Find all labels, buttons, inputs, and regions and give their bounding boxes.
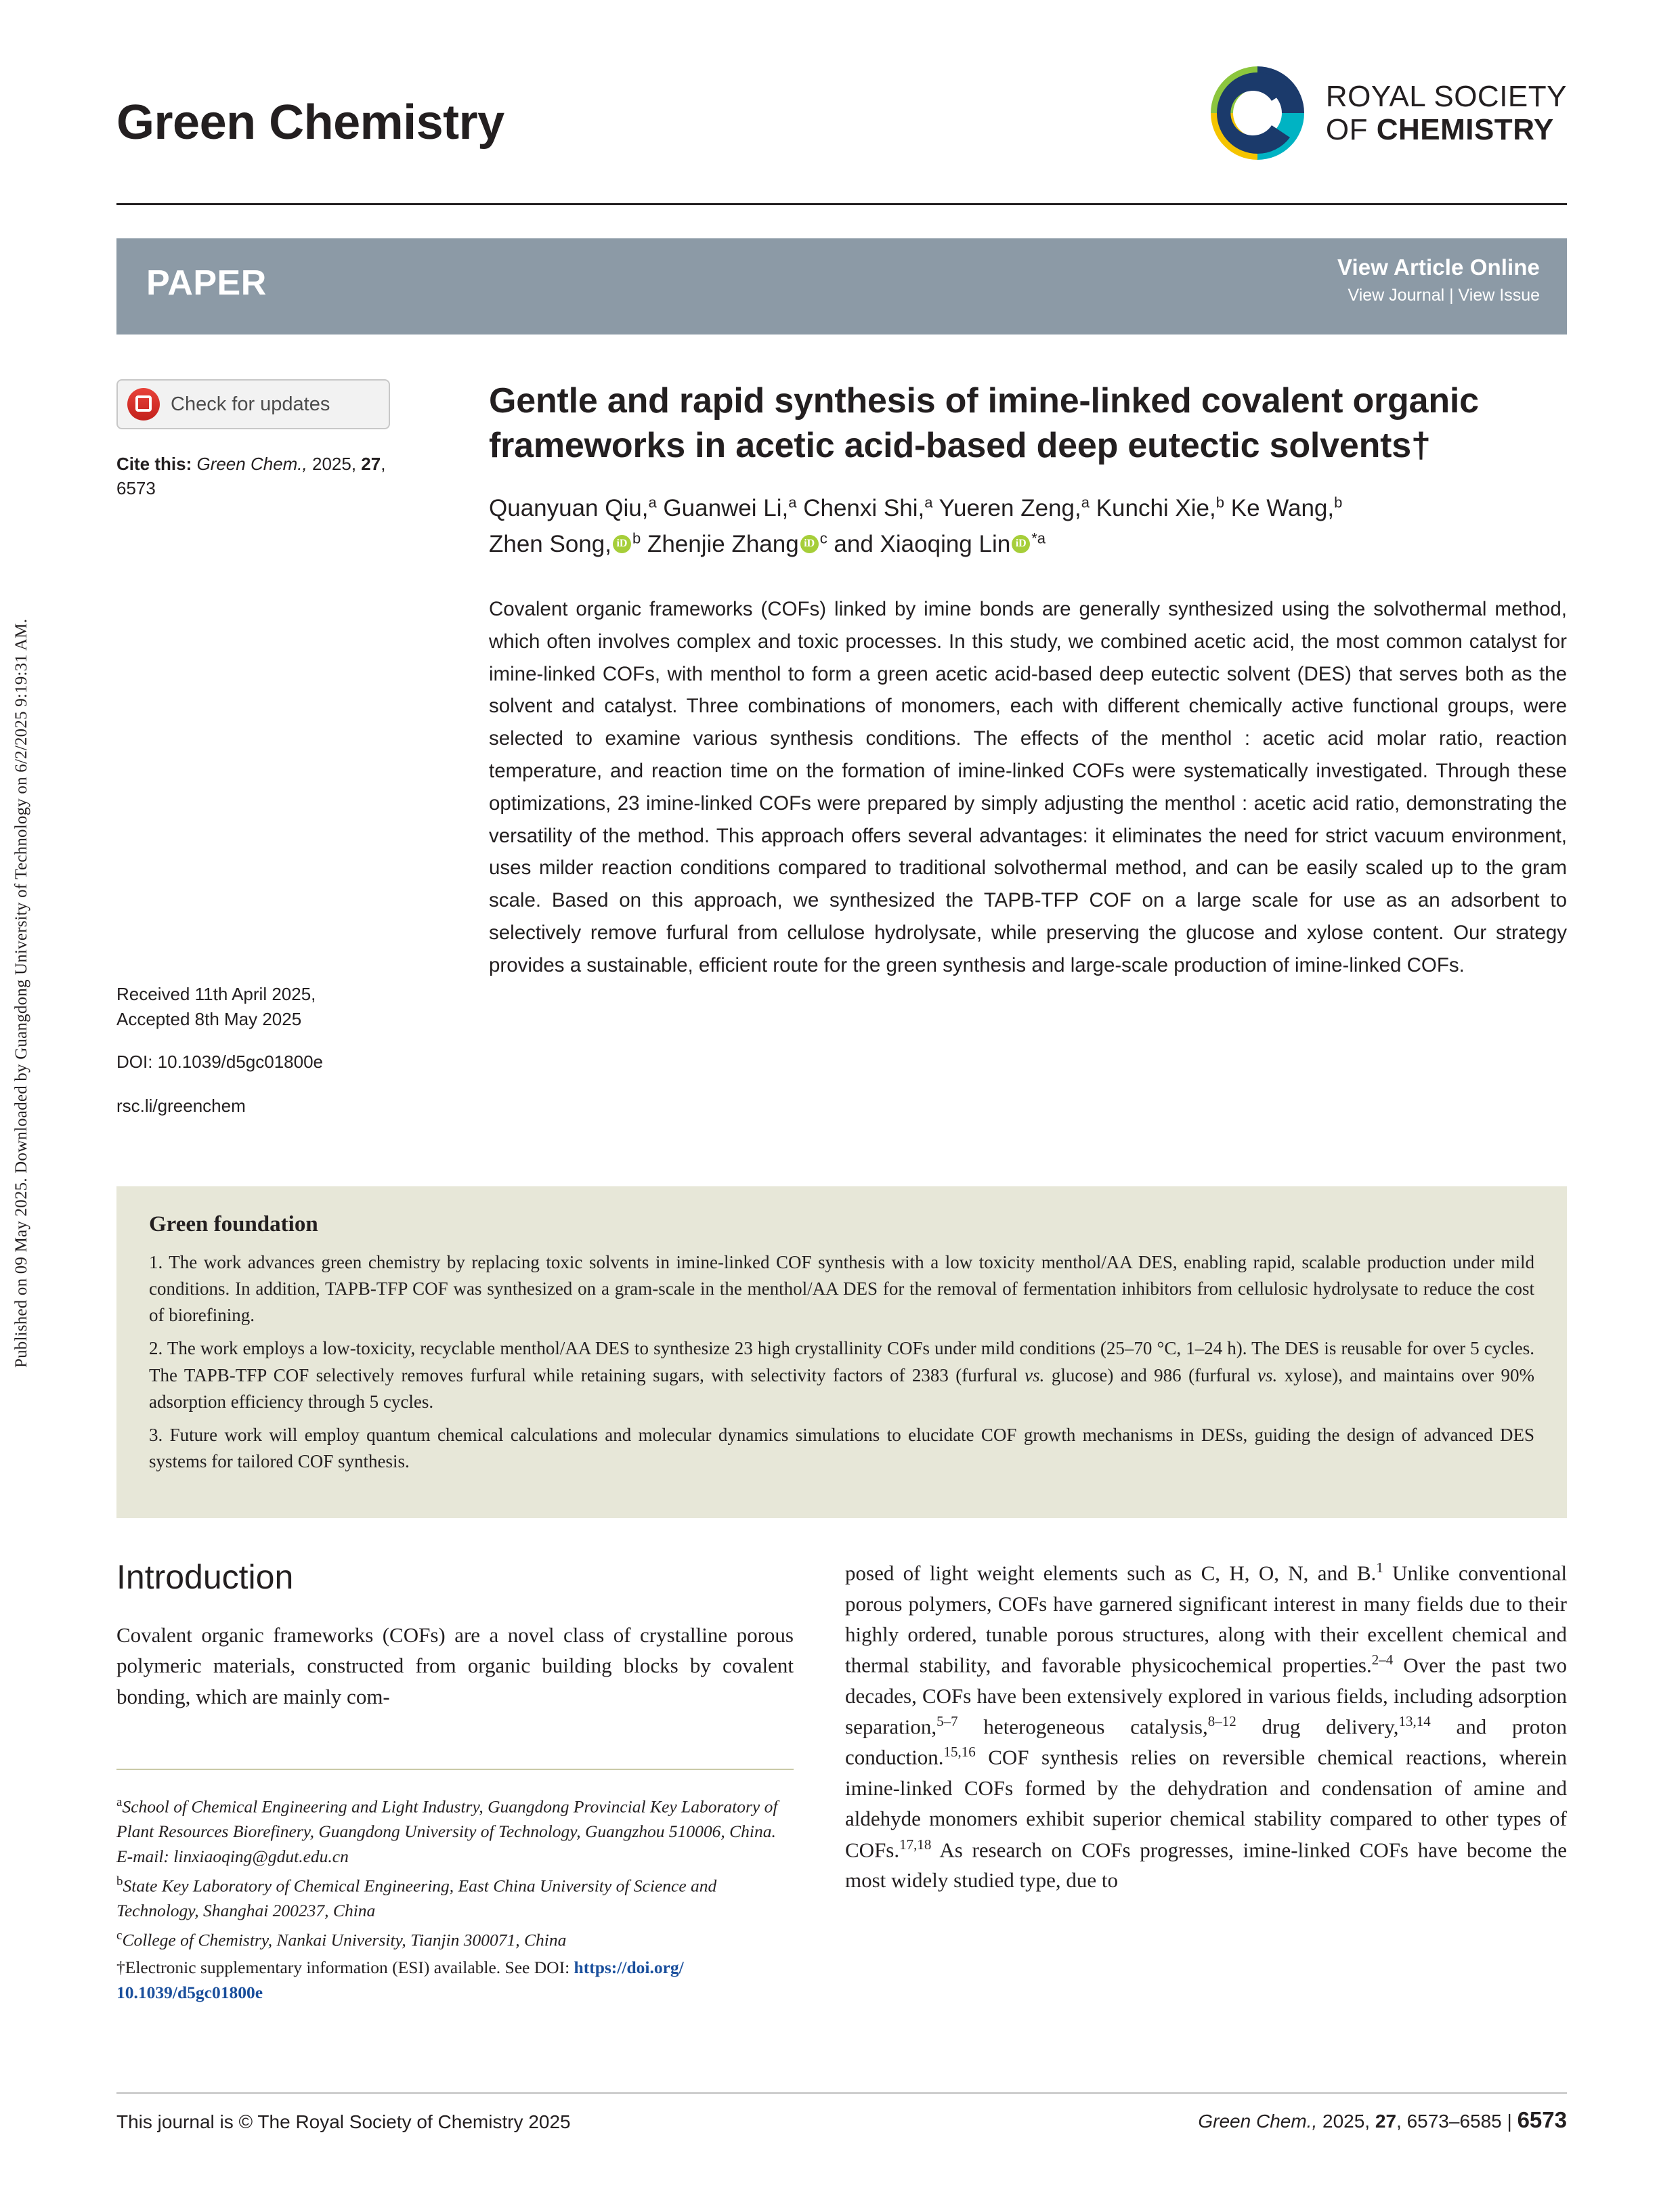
view-article-online[interactable] xyxy=(1337,255,1540,305)
ref-3: 5–7 xyxy=(936,1712,958,1729)
accepted-date: Accepted 8th May 2025 xyxy=(116,1008,302,1029)
green-foundation-item-2 xyxy=(149,1335,1534,1415)
paper-type-label: PAPER xyxy=(146,263,267,303)
footer-citation xyxy=(1198,2107,1567,2133)
crossmark-icon xyxy=(127,388,160,420)
affiliation-a-marker: a xyxy=(116,1795,123,1809)
masthead xyxy=(116,54,1567,183)
cite-pages: 6573 xyxy=(116,477,156,498)
rsc-wordmark-line2 xyxy=(1326,113,1567,146)
rp-5: drug delivery, xyxy=(1236,1714,1399,1739)
author-1-aff: a xyxy=(648,494,657,511)
body-column-right xyxy=(845,1557,1567,1895)
cite-volume: 27 xyxy=(361,454,381,474)
journal-url[interactable]: rsc.li/greenchem xyxy=(116,1095,246,1116)
author-4: Yueren Zeng, xyxy=(932,495,1081,522)
affiliations-footnotes xyxy=(116,1793,794,2005)
ref-6: 15,16 xyxy=(943,1744,976,1761)
affiliation-c-text: College of Chemistry, Nankai University, Tianjin 300071, China xyxy=(122,1930,567,1950)
affiliation-a xyxy=(116,1793,794,1870)
author-7: Zhen Song, xyxy=(489,530,611,557)
author-2: Guanwei Li, xyxy=(656,495,789,522)
check-for-updates-button[interactable] xyxy=(116,379,390,429)
affiliation-a-text: School of Chemical Engineering and Light Industry, Guangdong Provincial Key Laboratory of Plant Resources Biorefinery, Guangdong University of Technology, Guangzhou 510006, China. E-mail: linxiaoqing@gdut.edu.cn xyxy=(116,1796,778,1866)
author-3: Chenxi Shi, xyxy=(796,495,925,522)
author-9-aff: *a xyxy=(1031,529,1046,546)
affiliation-b-text: State Key Laboratory of Chemical Engineering, East China University of Science and Technology, Shanghai 200237, China xyxy=(116,1876,717,1920)
gf2-vs-2: vs. xyxy=(1257,1364,1278,1385)
cite-year: 2025, xyxy=(307,454,362,474)
ref-2: 2–4 xyxy=(1371,1652,1394,1668)
orcid-icon[interactable] xyxy=(1012,535,1030,553)
left-meta-column xyxy=(116,379,448,501)
view-journal-issue-links[interactable]: View Journal | View Issue xyxy=(1348,286,1540,305)
green-foundation-heading: Green foundation xyxy=(149,1212,318,1236)
rsc-chemistry: CHEMISTRY xyxy=(1376,113,1554,146)
author-7-aff: b xyxy=(632,529,641,546)
author-3-aff: a xyxy=(924,494,933,511)
author-4-aff: a xyxy=(1081,494,1090,511)
affiliation-c xyxy=(116,1926,794,1953)
author-list xyxy=(489,491,1567,562)
gf2-mid: glucose) and 986 (furfural xyxy=(1044,1364,1257,1385)
gf2-post: xylose), and maintains over 90% adsorption efficiency through 5 cycles. xyxy=(149,1364,1534,1412)
green-foundation-box xyxy=(116,1186,1567,1518)
author-1: Quanyuan Qiu, xyxy=(489,495,649,522)
author-8-aff: c xyxy=(819,529,827,546)
gf2-pre: 2. The work employs a low-toxicity, recyclable menthol/AA DES to synthesize 23 high crystallinity COFs under mild conditions (25–70 °C, 1–24 h). The DES is reusable for over 5 cycles. The TAPB-TFP COF selectively removes furfural while retaining sugars, with selectivity factors of 2383 (furfural xyxy=(149,1338,1534,1385)
esi-doi-link-part2[interactable]: 10.1039/d5gc01800e xyxy=(116,1982,263,2002)
doi-line: DOI: 10.1039/d5gc01800e xyxy=(116,1051,324,1072)
author-6: Ke Wang, xyxy=(1224,495,1335,522)
footer-year: 2025, xyxy=(1317,2111,1375,2132)
author-9: and Xiaoqing Lin xyxy=(827,530,1011,557)
download-stamp: Published on 09 May 2025. Downloaded by Guangdong University of Technology on 6/2/2025 9:19:31 AM. xyxy=(12,618,30,1368)
rsc-logo-icon xyxy=(1207,62,1308,164)
header-divider xyxy=(116,203,1567,205)
affiliation-b-marker: b xyxy=(116,1874,123,1889)
ref-7: 17,18 xyxy=(899,1836,932,1853)
rp-8: As research on COFs progresses, imine-linked COFs have become the most widely studied type, due to xyxy=(845,1837,1567,1893)
page-title: Gentle and rapid synthesis of imine-linked covalent organic frameworks in acetic acid-based deep eutectic solvents† xyxy=(489,381,1479,465)
author-2-aff: a xyxy=(788,494,797,511)
affiliation-b xyxy=(116,1872,794,1924)
ref-4: 8–12 xyxy=(1207,1712,1236,1729)
rsc-wordmark xyxy=(1326,80,1567,147)
page-number: 6573 xyxy=(1517,2107,1567,2132)
orcid-icon[interactable] xyxy=(613,535,631,553)
rsc-wordmark-line1: ROYAL SOCIETY xyxy=(1325,79,1567,113)
rp-6: and proton conduction. xyxy=(845,1714,1567,1769)
section-heading-introduction: Introduction xyxy=(116,1558,294,1596)
intro-paragraph-left: Covalent organic frameworks (COFs) are a novel class of crystalline porous polymeric materials, constructed from organic building blocks by covalent bonding, which are mainly com- xyxy=(116,1623,794,1708)
cite-journal: Green Chem., xyxy=(196,454,307,474)
author-6-aff: b xyxy=(1334,494,1343,511)
footer-volume: 27 xyxy=(1375,2111,1397,2132)
rp-7: COF synthesis relies on reversible chemical reactions, wherein imine-linked COFs formed by the dehydration and condensation of amine and aldehyde monomers exhibit superior chemical stability compared to other types of COFs. xyxy=(845,1745,1567,1861)
author-8: Zhenjie Zhang xyxy=(641,530,799,557)
rsc-logo xyxy=(1207,62,1567,164)
affiliation-c-marker: c xyxy=(116,1928,123,1943)
check-for-updates-label: Check for updates xyxy=(171,393,330,415)
ref-1: 1 xyxy=(1376,1559,1383,1576)
esi-dagger: † xyxy=(116,1957,125,1977)
esi-footnote xyxy=(116,1956,794,2005)
article-header xyxy=(489,379,1567,981)
green-foundation-item-3: 3. Future work will employ quantum chemical calculations and molecular dynamics simulations to elucidate COF growth mechanisms in DESs, guiding the design of advanced DES systems for tailored COF synthesis. xyxy=(149,1424,1534,1471)
intro-paragraph-right xyxy=(845,1557,1567,1895)
body-column-left xyxy=(116,1557,794,1712)
esi-text: Electronic supplementary information (ESI) available. See DOI: xyxy=(125,1957,574,1977)
copyright-line: This journal is © The Royal Society of Chemistry 2025 xyxy=(116,2111,571,2132)
received-date: Received 11th April 2025, xyxy=(116,984,316,1004)
dates-block xyxy=(116,982,455,1119)
paper-type-bar xyxy=(116,238,1567,335)
rp-1: posed of light weight elements such as C, H, O, N, and B. xyxy=(845,1561,1377,1585)
rp-2: Unlike conventional porous polymers, COFs have garnered significant interest in many fields due to their highly ordered, tunable porous structures, along with their excellent chemical and thermal stability, and favorable physicochemical properties. xyxy=(845,1561,1567,1677)
author-5-aff: b xyxy=(1215,494,1224,511)
ref-5: 13,14 xyxy=(1398,1712,1431,1729)
footer-divider xyxy=(116,2092,1567,2094)
footer-journal: Green Chem., xyxy=(1198,2111,1318,2132)
view-article-online-label[interactable]: View Article Online xyxy=(1337,255,1540,280)
journal-title: Green Chemistry xyxy=(116,95,504,150)
footer-pages: , 6573–6585 | xyxy=(1396,2111,1512,2132)
author-5: Kunchi Xie, xyxy=(1089,495,1216,522)
esi-doi-link-part1[interactable]: https://doi.org/ xyxy=(574,1957,684,1977)
gf2-vs-1: vs. xyxy=(1025,1364,1045,1385)
rsc-of: OF xyxy=(1325,113,1377,146)
citation-block: Cite this: Green Chem., 2025, 27, 6573 xyxy=(116,454,386,498)
green-foundation-item-1: 1. The work advances green chemistry by replacing toxic solvents in imine-linked COF synthesis with a low toxicity menthol/AA DES, enabling rapid, scalable production under mild conditions. In addition, TAPB-TFP COF was synthesized on a gram-scale in the menthol/AA DES for the removal of fermentation inhibitors from cellulosic hydrolysate to reduce the cost of biorefining. xyxy=(149,1252,1534,1326)
cite-label: Cite this: xyxy=(116,454,192,474)
abstract-text: Covalent organic frameworks (COFs) linked by imine bonds are generally synthesized using the solvothermal method, which often involves complex and toxic processes. In this study, we combined acetic acid, the most common catalyst for imine-linked COFs, with menthol to form a green acetic acid-based deep eutectic solvent (DES) that serves both as the solvent and catalyst. Three combinations of monomers, each with different chemically active functional groups, were selected to examine various synthesis conditions. The effects of the menthol : acetic acid molar ratio, reaction temperature, and reaction time on the formation of imine-linked COFs were systematically investigated. Through these optimizations, 23 imine-linked COFs were prepared by simply adjusting the menthol : acetic acid ratio, demonstrating the versatility of the method. This approach offers several advantages: it eliminates the need for strict vacuum environment, uses milder reaction conditions compared to traditional solvothermal method, and can be easily scaled up to the gram scale. Based on this approach, we synthesized the TAPB-TFP COF on a large scale for use as an adsorbent to selectively remove furfural from cellulose hydrolysate, while preserving the glucose and xylose content. Our strategy provides a sustainable, efficient route for the green synthesis and large-scale production of imine-linked COFs. xyxy=(489,598,1567,976)
rp-3: Over the past two decades, COFs have been extensively explored in various fields, including adsorption separation, xyxy=(845,1653,1567,1739)
footnote-divider xyxy=(116,1769,794,1770)
rp-4: heterogeneous catalysis, xyxy=(957,1714,1208,1739)
orcid-icon[interactable] xyxy=(800,535,819,553)
